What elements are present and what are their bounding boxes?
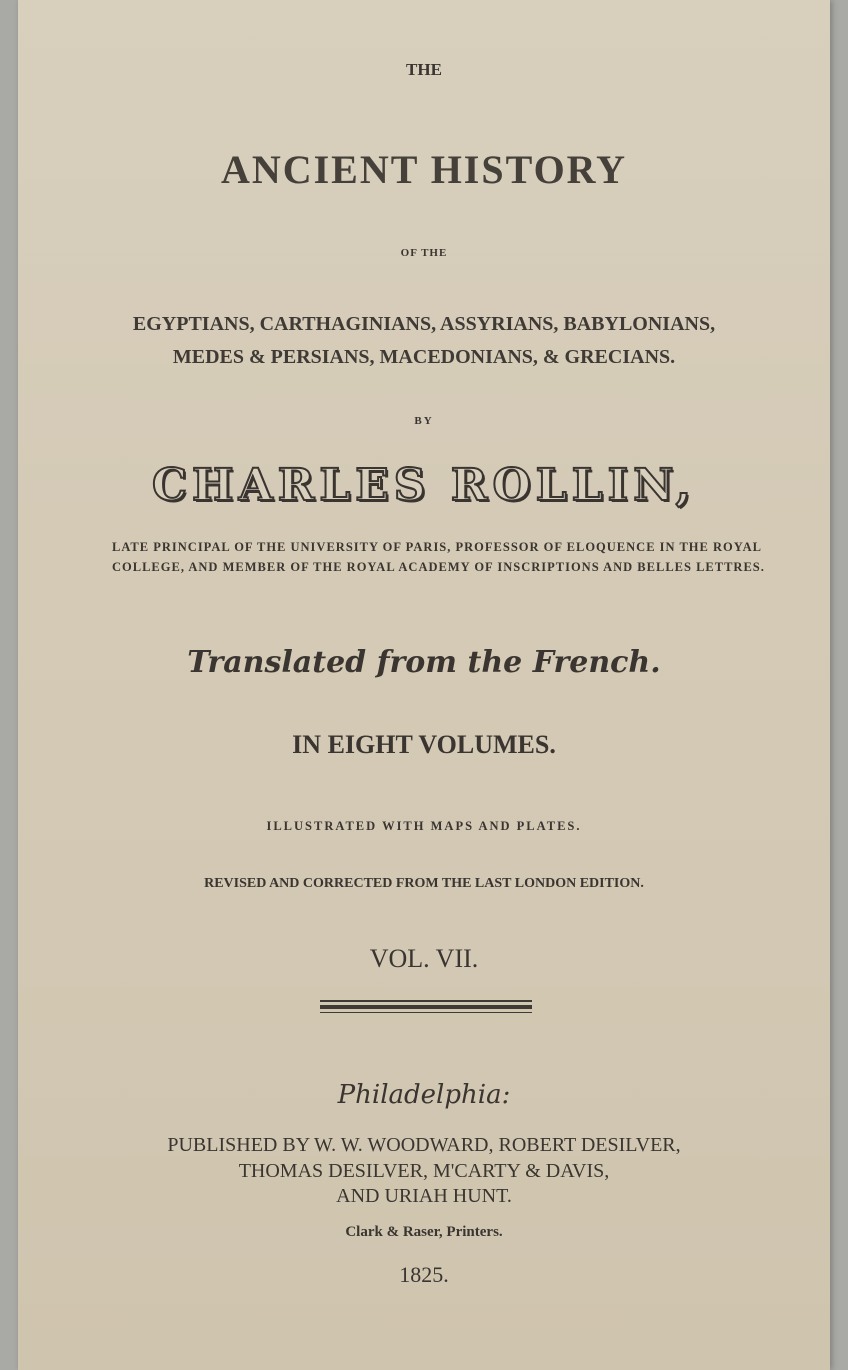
of-the-label: OF THE <box>400 247 448 259</box>
publisher-line-3: AND URIAH HUNT. <box>336 1185 512 1207</box>
book-title: ANCIENT HISTORY <box>220 147 628 192</box>
peoples-line-1: EGYPTIANS, CARTHAGINIANS, ASSYRIANS, BABYLONIANS, <box>132 313 716 335</box>
by-label: BY <box>414 415 434 427</box>
publisher-line-1: PUBLISHED BY W. W. WOODWARD, ROBERT DESILVER, <box>167 1134 681 1156</box>
publication-place: Philadelphia: <box>337 1080 511 1110</box>
volume-number: VOL. VII. <box>369 944 479 973</box>
heading-the: THE <box>406 60 442 79</box>
printers-note: Clark & Raser, Printers. <box>345 1224 503 1240</box>
divider-rule <box>320 1000 532 1002</box>
divider-rule <box>320 1005 532 1009</box>
revised-note: REVISED AND CORRECTED FROM THE LAST LONDON EDITION. <box>204 876 644 891</box>
divider-rule <box>320 1012 532 1013</box>
volumes-note: IN EIGHT VOLUMES. <box>292 730 556 759</box>
translated-note: Translated from the French. <box>187 645 661 680</box>
illustrated-note: ILLUSTRATED WITH MAPS AND PLATES. <box>266 819 582 833</box>
publisher-line-2: THOMAS DESILVER, M'CARTY & DAVIS, <box>238 1160 610 1182</box>
publication-year: 1825. <box>399 1262 449 1287</box>
author-description: LATE PRINCIPAL OF THE UNIVERSITY OF PARIS, PROFESSOR OF ELOQUENCE IN THE ROYAL COLLEGE, AND MEMBER OF THE ROYAL ACADEMY OF INSCRIPTIONS AND BELLES LETTRES. <box>112 540 765 574</box>
peoples-line-2: MEDES & PERSIANS, MACEDONIANS, & GRECIANS. <box>172 346 676 368</box>
author-name: CHARLES ROLLIN, <box>152 460 696 511</box>
